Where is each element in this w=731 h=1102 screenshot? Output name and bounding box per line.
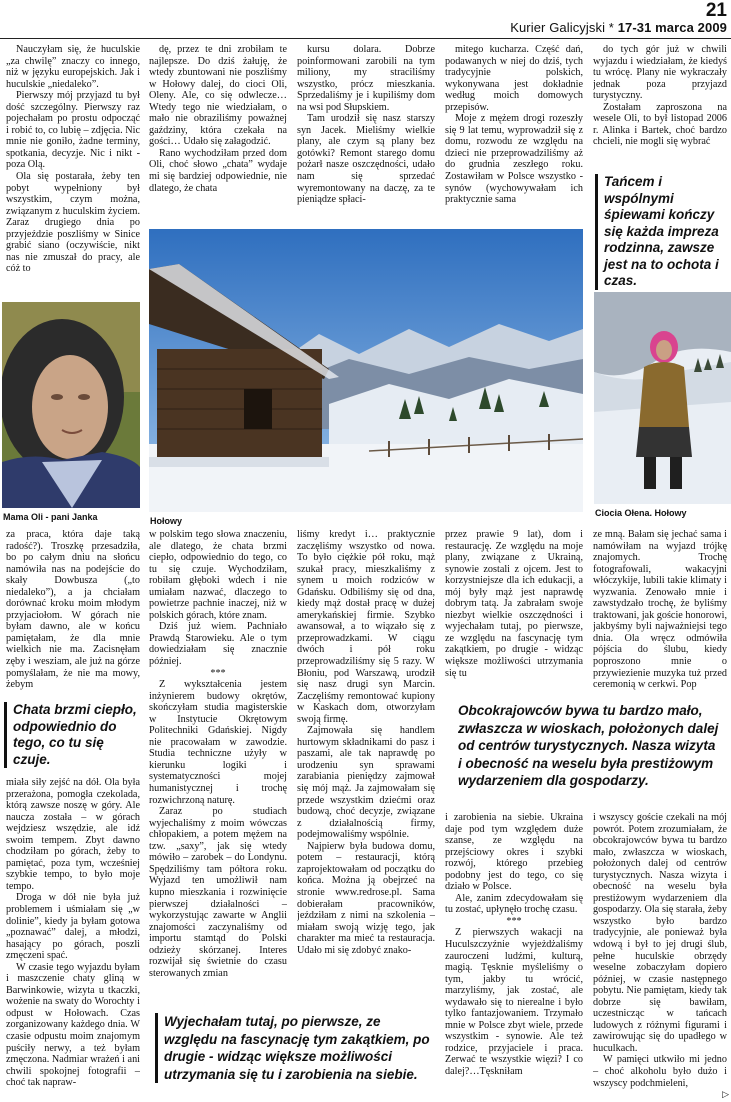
pull-quote-dance: Tańcem i wspólnymi śpiewami kończy się każda impreza rodzinna, zawsze jest na to ochota i czas.: [595, 174, 729, 290]
mother-portrait-image: [2, 302, 140, 508]
paragraph: Tam urodził się nasz starszy syn Jacek. Mieliśmy wielkie plany, ale czym są plany bez gotówki? Remont starego domu pożarł nasze oszczędności, udało nam się sprzedać wyremontowany na daczę, za te pieniądze spłaci-: [297, 113, 435, 206]
column-3-top: [297, 44, 435, 226]
paragraph: kursu dolara. Dobrze poinformowani zarobili na tym miliony, my straciliśmy wszystko, prócz mieszkania. Sprzedaliśmy je i kupiliśmy dom na wsi pod Słupskiem.: [297, 44, 435, 113]
caption-cabin: Hołowy: [150, 516, 183, 526]
column-1-bottom: [6, 777, 140, 1095]
paragraph: za praca, która daje taką radość?). Troszkę przesadziła, bo po całym dniu na słońcu namówiła nas na podejście do skały Dowbusza („to niedaleko”), a ja chciałam dorównać kroku moim młodym przyjaciołom. W górach nie byłam dawno, ale w końcu pamiętałam, że dla mnie wielkich nie ma. Zacisnęłam zęby i wesziam, ale już na górze pomyślałam, że nie ma mowy, żebym: [6, 529, 140, 691]
paragraph: W czasie tego wyjazdu byłam i maszczenie chaty gliną w Barwinkowie, wizyta u tkaczki, wożenie na swaty do Worochty i odpust w Hołowach. Czas zorganizowany każdego dnia. W czasie odpustu moim znajomym puściły nerwy, a też byłam zmęczona. Nadmiar wrażeń i ani chwili spokojnej fotografii – choć tak napraw-: [6, 961, 140, 1089]
page-number: 21: [705, 0, 727, 21]
paragraph: przez prawie 9 lat), dom i restaurację. Ze względu na moje plany, związane z Ukrainą, synowie zostali z ojcem. Jest to korzystniejsze dla ich edukacji, a mój były mąż jest naprawdę dobrym tatą. Ja zabrałam swoje niezbyt wielkie oszczędności i wyjechałam tutaj, po pierwsze, ze względu na fascynację tym zakątkiem, po drugie - widząc większe możliwości utrzymania się tu: [445, 529, 583, 679]
paragraph: Najpierw była budowa domu, potem – restauracji, którą zaprojektowałam od początku do końca. Można ją obejrzeć na stronie www.redrose.pl. Sama dobierałam pracowników, jeździłam z nimi na szkolenia – miałam swoją wizję tego, jak charakter ma mieć ta restauracja. Udało mi się zdobyć znako-: [297, 840, 435, 956]
pull-quote-visit: Obcokrajowców bywa tu bardzo mało, zwłaszcza w wioskach, położonych dalej od centrów turystycznych. Nasza wizyta i obecność na weselu była prestiżowym wydarzeniem dla gospodarzy.: [458, 703, 719, 788]
paragraph: W pamięci utkwiło mi jedno – choć alkoholu było dużo i wszyscy podchmieleni,: [593, 1054, 727, 1089]
column-4-mid: [445, 529, 583, 695]
paragraph: w polskim tego słowa znaczeniu, ale dlatego, że chata brzmi ciepło, odpowiednio do tego, co tu się czuje. Wychodziłam, robiłam głęboki wdech i nie umiałam nazwać, dlaczego to powietrze pachnie inaczej, niż w polskich górach, które znam.: [149, 529, 287, 621]
paragraph: Ola się postarała, żeby ten pobyt wypełniony był wszystkim, czym można, związanym z huculskim życiem. Zaraz drugiego dnia po przyjeździe poszliśmy w Sinice grabić siano (oczywiście, nikt nas nie zmuszał do pracy, ale cóż to: [6, 171, 140, 275]
photo-mother: [2, 302, 140, 508]
paragraph: Z pierwszych wakacji na Huculszczyźnie wyjeżdżaliśmy zauroczeni ludźmi, kulturą, magią. Tęsknie myśleliśmy o tym, jakby tu wrócić, marzyliśmy, jak zostać, ale wydawało się to nierealne i było tylko fantazjowaniem. Trzymało mnie w Polsce zbyt wiele, przede wszystkim - synowie. Ale też rodzice, przyjaciele i praca. Zerwać te wszystkie więzi? I co dalej?…Tęskniłam: [445, 927, 583, 1078]
paragraph: i zarobienia na siebie. Ukraina daje pod tym względem duże szanse, ze względu na przejściowy okres i szybki rozwój, którego przebieg podobny jest do tego, co się działo w Polsce.: [445, 812, 583, 893]
cabin-landscape-image: [149, 229, 583, 512]
aunt-portrait-image: [594, 292, 731, 504]
arrow-right-icon: ▷: [722, 1089, 729, 1099]
paragraph: Ale, zanim zdecydowałam się tu zostać, upłynęło trochę czasu.: [445, 892, 583, 916]
paragraph: miała siły zejść na dół. Ola była przerażona, pomogła czekolada, którą zawsze noszę w góry. Ale naucza została – w górach wejdziesz wszędzie, ale idź swoim tempem. Zbyt dawno chodziłam po górach, żeby to pamiętać, poza tym, wcześniej szybkie tempo, to było moje tempo.: [6, 777, 140, 892]
column-5-mid: [593, 529, 727, 695]
paper-name: Kurier Galicyjski: [510, 20, 606, 35]
paragraph: do tych gór już w chwili wyjazdu i wiedziałam, że kiedyś tu wrócę. Plany nie wykraczały jednak poza przyjazd turystyczny.: [593, 44, 727, 102]
column-5-top: [593, 44, 727, 169]
column-4-bottom: [445, 812, 583, 1096]
paragraph: Zajmowała się handlem hurtowym składnikami do pasz i paszami, ale tak naprawdę po urodzeniu syn sprawami zarabiania pieniędzy zajmował się mój mąż. Ja zajmowałam się przede wszystkim dziećmi oraz budową, choć decyzje, związane z działalnością firmy, podejmowaliśmy wspólnie.: [297, 725, 435, 841]
column-1-mid: [6, 529, 140, 695]
paragraph: Rano wychodziłam przed dom Oli, choć słowo „chata” wydaje mi się bardziej odpowiednie, nie dlatego, że chata: [149, 147, 287, 194]
paragraph: dę, przez te dni zrobiłam te najlepsze. Do dziś żałuję, że wtedy zbuntowani nie poszliśmy w Hołowy dalej, do cioci Oli, Oleny. Ale, co się odwlecze… Wtedy tego nie wiedziałam, o mało nie obraziliśmy poważnej gaździny, która czekała na gości… Udało się załagodzić.: [149, 44, 287, 148]
pull-quote-cottage: Chata brzmi ciepło, odpowiednio do tego, co tu się czuje.: [4, 702, 141, 768]
column-1-top: [6, 44, 140, 300]
section-separator: ***: [210, 667, 226, 679]
paragraph: liśmy kredyt i… praktycznie zaczęliśmy wszystko od nowa. To było ciężkie pół roku, mąż szukał pracy, mieszkaliśmy z synem u moich rodziców w Gdańsku. Odbiliśmy się od dna, kiedy mąż dostał pracę w dużej amerykańskiej firmie. Szybko awansował, a to wiązało się z przeprowadzkami. W ciągu dwóch i pół roku przeprowadziliśmy się 5 razy. W Błoniu, pod Warszawą, urodził się nasz drugi syn Marcin. Zaczęliśmy remontować kupiony w Kaskach dom, otworzyłam swoją firmę.: [297, 529, 435, 725]
header-rule: [0, 38, 731, 39]
issue-date: 17-31 marca 2009: [617, 20, 727, 35]
masthead: [510, 20, 727, 35]
column-2-top: [149, 44, 287, 226]
photo-cabin: [149, 229, 583, 512]
caption-mother: Mama Oli - pani Janka: [3, 512, 98, 522]
pull-quote-work: Wyjechałam tutaj, po pierwsze, ze względu na fascynację tym zakątkiem, po drugie - widząc większe możliwości utrzymania się tu i zarobienia na siebie.: [155, 1013, 436, 1083]
paragraph: Zostałam zaproszona na wesele Oli, to był listopad 2006 r. Alinka i Bartek, choć bardzo chcieli, nie mogli się wybrać: [593, 101, 727, 148]
paragraph: Pierwszy mój przyjazd tu był dość szczególny. Pierwszy raz pojechałam po prostu odpocząć i robić to, co lubię – zdjęcia. Nic mnie nie goniło, żadne terminy, spotkania, decyzje. Nic i nikt - poza Olą.: [6, 90, 140, 171]
paragraph: Zaraz po studiach wyjechaliśmy z moim wówczas chłopakiem, a potem mężem na tzw. „saxy”, jak się wtedy mówiło – zarobek – do Londynu. Spędziliśmy tam półtora roku. Wyjazd ten umożliwił nam kupno mieszkania i rozwinięcie pierwszej działalności – wykorzystując zawarte w Anglii znajomości zaczynaliśmy od importu stamtąd do Polski odzieży skórzanej. Interes rozwijał się świetnie do czasu sterowanych zmian: [149, 806, 287, 979]
header-separator: *: [605, 20, 618, 35]
paragraph: Moje z mężem drogi rozeszły się 9 lat temu, wyprowadził się z domu, rozwodu ze względu na dzieci nie przeprowadziliśmy aż do grudnia zeszłego roku. Zostawiłam w Polsce wszystko - synów (wychowywałam ich praktycznie sama: [445, 113, 583, 206]
paragraph: Z wykształcenia jestem inżynierem budowy okrętów, skończyłam studia magisterskie w Instytucie Okrętowym Politechniki Gdańskiej. Nigdy nie pracowałam w zawodzie. Studia techniczne użyły w kierunku logiki i systematyczności mojej humanistycznej i trochę rozwichrzoną naturę.: [149, 679, 287, 806]
column-4-top: [445, 44, 583, 226]
paragraph: ze mną. Bałam się jechać sama i namówiłam na wyjazd trójkę znajomych. Trochę fotografowali, wakacyjni włóczykije, lubili takie klimaty i wyzwania. Zenowało mnie i zawstydzało trochę, że byliśmy traktowani, jak goście honorowi, jakbyśmy byli najważniejsi tego dnia. Ola wręcz odmówiła pójścia do ślubu, kiedy poproszono mnie o przywiezienie muzyka tuż przed ceremonią w cerkwi. Pop: [593, 529, 727, 691]
column-2-bottom: [149, 529, 287, 1007]
paragraph: i wszyscy goście czekali na mój powrót. Potem zrozumiałam, że obcokrajowców bywa tu bardzo mało, zwłaszcza w wioskach, położonych dalej od centrów turystycznych. Nasza wizyta i obecność na weselu była prestiżowym wydarzeniem dla gospodarzy. Ola się starała, żeby wszystko było bardzo tradycyjnie, ale ponieważ była wdową i był to jej drugi ślub, pełne huculskie obrzędy weselne zobaczyłam dopiero później, w czasie następnego pobytu. Nie pamiętam, kiedy tak dobrze się bawiłam, uczestnicząc w tańcach ludowych z różnymi figurami i zawirowując się do upadłego w huculkach.: [593, 812, 727, 1054]
paragraph: Droga w dół nie była już problemem i uśmiałam się „w dolinie”, kiedy ja byłam gotowa „poznawać” dalej, a młodzi, hasający po górach, poszli zmęczeni spać.: [6, 892, 140, 962]
paragraph: Nauczyłam się, że huculskie „za chwilę” znaczy co innego, niż w języku europejskich. Jak i huculskie „niedaleko”.: [6, 44, 140, 90]
column-3-bottom: [297, 529, 435, 1007]
section-separator: ***: [506, 915, 522, 927]
paragraph: mitego kucharza. Część dań, podawanych w niej do dziś, tych tradycyjnie polskich, wykonywana jest dokładnie według moich domowych przepisów.: [445, 44, 583, 113]
column-5-bottom: [593, 812, 727, 1096]
photo-aunt: [594, 292, 731, 504]
caption-aunt: Ciocia Ołena. Hołowy: [595, 508, 687, 518]
paragraph: Dziś już wiem. Pachniało Prawdą Starowieku. Ale o tym dowiedziałam się znacznie później.: [149, 621, 287, 668]
